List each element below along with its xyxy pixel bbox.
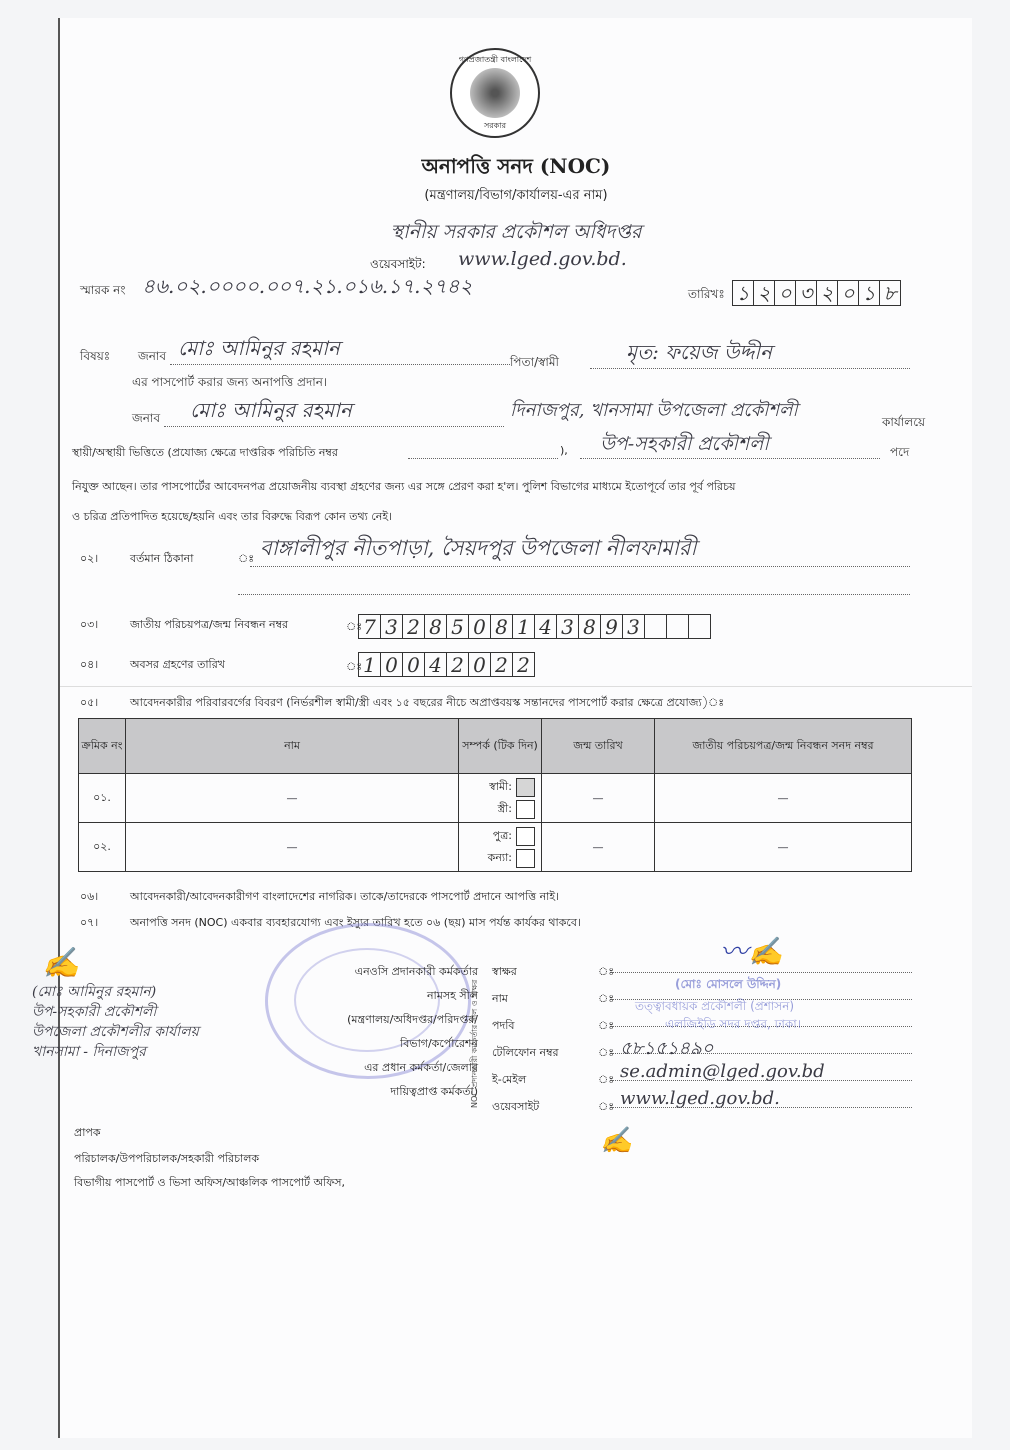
logo-bottom-text: সরকার <box>483 121 506 130</box>
relation-b-label: কন্যা: <box>487 851 512 864</box>
retire-digit: 0 <box>468 652 491 677</box>
relation-b-label: স্ত্রী: <box>497 802 512 815</box>
row-dob: — <box>542 823 655 872</box>
designation: উপ-সহকারী প্রকৌশলী <box>600 433 769 455</box>
retire-digit: 4 <box>424 652 447 677</box>
item-02-label: বর্তমান ঠিকানা <box>130 552 194 565</box>
row-dob: — <box>542 774 655 823</box>
body-name: মোঃ আমিনুর রহমান <box>190 398 352 422</box>
item-06-number: ০৬। <box>80 890 99 903</box>
document-title: অনাপত্তি সনদ (NOC) <box>421 154 611 178</box>
date-digit: ৩ <box>795 280 817 306</box>
nid-digit: 3 <box>622 614 645 639</box>
nid-digit: 5 <box>446 614 469 639</box>
vertical-caption: NOC প্রদানকারী কর্মকর্তার সীল ও স্বাক্ষর <box>470 979 479 1108</box>
applicant-note-line: উপ-সহকারী প্রকৌশলী <box>32 1004 157 1020</box>
applicant-signature-icon: ✍ <box>42 946 80 981</box>
item-04-label: অবসর গ্রহণের তারিখ <box>130 658 225 671</box>
logo-top-text: গণপ্রজাতন্ত্রী বাংলাদেশ <box>458 55 532 64</box>
nid-boxes <box>358 614 710 639</box>
initial-signature-icon: ✍ <box>600 1126 633 1156</box>
recipient-line2: বিভাগীয় পাসপোর্ট ও ভিসা অফিস/আঞ্চলিক পাসপোর্ট অফিস, <box>74 1176 345 1189</box>
item-05-number: ০৫। <box>80 696 99 709</box>
row-relation <box>459 774 542 823</box>
recipient-title: প্রাপক <box>74 1126 101 1139</box>
retirement-date-boxes <box>358 652 534 677</box>
relation-checkbox[interactable] <box>516 778 535 797</box>
address-line-1 <box>250 566 910 567</box>
relation-checkbox[interactable] <box>516 827 535 846</box>
nid-digit <box>666 614 689 639</box>
date-boxes <box>732 280 900 306</box>
relation-checkbox[interactable] <box>516 800 535 819</box>
officer-office: এলজিইডি সদর দপ্তর, ঢাকা। <box>665 1017 802 1031</box>
date-digit: ২ <box>816 280 838 306</box>
nid-digit: 3 <box>556 614 579 639</box>
family-table <box>78 718 912 872</box>
officer-phone: ৫৮১৫১৪৯০ <box>620 1038 714 1059</box>
col-name: নাম <box>126 719 459 774</box>
subject-janab: জনাব <box>138 349 167 363</box>
body-janab: জনাব <box>132 411 161 425</box>
signatory-desc-line: এনওসি প্রদানকারী কর্মকর্তার <box>354 965 478 978</box>
nid-digit: 8 <box>424 614 447 639</box>
officer-signature-icon: 〰✍ <box>720 935 783 968</box>
applicant-note-line: খানসামা - দিনাজপুর <box>32 1044 146 1060</box>
logo-emblem-icon <box>470 68 520 118</box>
officer-email: se.admin@lged.gov.bd <box>620 1061 825 1082</box>
item-03-number: ০৩। <box>80 618 99 631</box>
field-label-email: ই-মেইল <box>492 1073 527 1086</box>
date-digit: ১ <box>732 280 754 306</box>
nid-digit: 2 <box>402 614 425 639</box>
retire-digit: 0 <box>402 652 425 677</box>
date-label: তারিখঃ <box>688 287 725 301</box>
nid-digit: 8 <box>490 614 513 639</box>
col-nid: জাতীয় পরিচয়পত্র/জন্ম নিবন্ধন সনদ নম্বর <box>655 719 912 774</box>
row-nid: — <box>655 823 912 872</box>
signatory-desc-line: এর প্রধান কর্মকর্তা/জেলার <box>364 1061 478 1074</box>
date-digit: ৮ <box>879 280 901 306</box>
website-label: ওয়েবসাইট: <box>370 257 426 271</box>
item-02-number: ০২। <box>80 552 99 565</box>
field-label-website: ওয়েবসাইট <box>492 1100 540 1113</box>
body-line2-prefix: স্থায়ী/অস্থায়ী ভিত্তিতে (প্রযোজ্য ক্ষেত্রে দাপ্তরিক পরিচিতি নম্বর <box>72 446 338 459</box>
designation-line <box>580 458 880 459</box>
col-relation: সম্পর্ক (টিক দিন) <box>459 719 542 774</box>
table-row <box>79 774 912 823</box>
retire-digit: 2 <box>446 652 469 677</box>
office-name: স্থানীয় সরকার প্রকৌশল অধিদপ্তর <box>390 221 642 243</box>
recipient-line1: পরিচালক/উপপরিচালক/সহকারী পরিচালক <box>74 1152 260 1165</box>
signatory-desc-line: দায়িত্বপ্রাপ্ত কর্মকর্তা) <box>390 1085 478 1098</box>
father-label: পিতা/স্বামী <box>510 355 559 369</box>
fold-line <box>60 686 972 687</box>
address-line-2 <box>238 594 910 595</box>
subject-name: মোঃ আমিনুর রহমান <box>178 336 340 360</box>
nid-digit: 4 <box>534 614 557 639</box>
signatory-field-labels <box>492 958 559 1120</box>
officer-name: (মোঃ মোসলে উদ্দিন) <box>675 977 782 991</box>
item-03-label: জাতীয় পরিচয়পত্র/জন্ম নিবন্ধন নম্বর <box>130 618 289 631</box>
col-serial: ক্রমিক নং <box>79 719 126 774</box>
present-address: বাঙ্গালীপুর নীতপাড়া, সৈয়দপুর উপজেলা নীলফামারী <box>260 536 697 560</box>
date-digit: ০ <box>774 280 796 306</box>
nid-digit: 9 <box>600 614 623 639</box>
body-office-suffix: কার্যালয়ে <box>882 415 926 429</box>
nid-digit: 3 <box>380 614 403 639</box>
memo-number: ৪৬.০২.০০০০.০০৭.২১.০১৬.১৭.২৭৪২ <box>142 274 473 298</box>
signatory-description <box>308 960 478 1104</box>
relation-checkbox[interactable] <box>516 849 535 868</box>
row-serial: ০১. <box>79 774 126 823</box>
item-05-label: আবেদনকারীর পরিবারবর্গের বিবরণ (নির্ভরশীল স্বামী/স্ত্রী এবং ১৫ বছরের নীচে অপ্রাপ্তবয়স্ক সন্তানদের পাসপোর্ট করার ক্ষেত্রে প্রযোজ্য)ঃ <box>130 696 725 709</box>
website-value: www.lged.gov.bd. <box>458 248 627 270</box>
item-07-label: অনাপত্তি সনদ (NOC) একবার ব্যবহারযোগ্য এবং ইস্যুর তারিখ হতে ০৬ (ছয়) মাস পর্যন্ত কার্যকর থাকবে। <box>130 916 581 929</box>
relation-a-label: স্বামী: <box>489 780 512 793</box>
row-name: — <box>126 823 459 872</box>
nid-digit: 7 <box>358 614 381 639</box>
signatory-desc-line: বিভাগ/কর্পোরেশন <box>400 1037 478 1050</box>
body-office: দিনাজপুর, খানসামা উপজেলা প্রকৌশলী <box>510 400 798 421</box>
row-name: — <box>126 774 459 823</box>
father-value: মৃত: ফয়েজ উদ্দীন <box>626 340 772 364</box>
nid-digit <box>688 614 711 639</box>
nid-digit <box>644 614 667 639</box>
date-digit: ১ <box>858 280 880 306</box>
item-04-number: ০৪। <box>80 658 99 671</box>
nid-digit: 8 <box>578 614 601 639</box>
signatory-colons: ঃ ঃ ঃ ঃ ঃ ঃ <box>598 965 615 1113</box>
date-digit: ২ <box>753 280 775 306</box>
applicant-note <box>32 982 199 1062</box>
body-line2-suffix: পদে <box>890 445 910 459</box>
subject-label: বিষয়ঃ <box>80 349 111 363</box>
body-line2-dots <box>408 458 558 459</box>
item-06-label: আবেদনকারী/আবেদনকারীগণ বাংলাদেশের নাগরিক। তাকে/তাদেরকে পাসপোর্ট প্রদানে আপত্তি নাই। <box>130 890 560 903</box>
noc-document: গণপ্রজাতন্ত্রী বাংলাদেশ সরকার অনাপত্তি সনদ (NOC) (মন্ত্রণালয়/বিভাগ/কার্যালয়-এর নাম) স্থানীয় সরকার প্রকৌশল অধিদপ্তর ওয়েবসাইট: www.lged.gov.bd. স্মারক নং ৪৬.০২.০০০০.০০৭.২১.০১৬.১৭.২৭৪২ তারিখঃ ১ ২ ০ ৩ ২ ০ ১ ৮ বিষয়ঃ জনাব মোঃ আমিনুর রহমান পিতা/স্বামী মৃত: ফয়েজ উদ্দীন এর পাসপোর্ট করার জন্য অনাপত্তি প্রদান। জনাব মোঃ আমিনুর রহমান দিনাজপুর, খানসামা উপজেলা প্রকৌশলী কার্যালয়ে স্থায়ী/অস্থায়ী ভিত্তিতে (প্রযোজ্য ক্ষেত্রে দাপ্তরিক পরিচিতি নম্বর ), উপ-সহকারী প্রকৌশলী পদে নিযুক্ত আছেন। তার পাসপোর্টের আবেদনপত্র প্রয়োজনীয় ব্যবস্থা গ্রহণের জন্য এর সঙ্গে প্রেরণ করা হ'ল। পুলিশ বিভাগের মাধ্যমে ইতোপূর্বে তার পূর্ব পরিচয় ও চরিত্র প্রতিপাদিত হয়েছে/হয়নি এবং তার বিরুদ্ধে বিরূপ কোন তথ্য নেই। ০২। বর্তমান ঠিকানা ঃ বাঙ্গালীপুর নীতপাড়া, সৈয়দপুর উপজেলা নীলফামারী ০৩। জাতীয় পরিচয়পত্র/জন্ম নিবন্ধন নম্বর ঃ 7 3 2 8 5 0 8 1 4 3 8 9 3 ০৪। অবসর গ্রহণের তারিখ ঃ 1 0 0 4 2 0 2 2 ০৫। আবেদনকারীর পরিবারবর্গের বিবরণ (নির্ভরশীল স্বামী/স্ত্রী এবং ১৫ বছরের নীচে অপ্রাপ্তবয়স্ক সন্তানদের পাসপোর্ট করার ক্ষেত্রে প্রযোজ্য)ঃ ক্রমিক নং নাম সম্পর্ক (টিক দিন) জন্ম তারিখ জাতীয় পরিচয়পত্র/জন্ম নিবন্ধন সনদ নম্বর ০১. — স্বামী: স্ত্রী: — — ০২. — পুত্র: কন্যা: — — ০৬। আবেদনকারী/আবেদনকারীগণ বাংলাদেশের নাগরিক। তাকে/তাদেরকে পাসপোর্ট প্রদানে আপত্তি নাই। ০৭। অনাপত্তি সনদ (NOC) একবার ব্যবহারযোগ্য এবং ইস্যুর তারিখ হতে ০৬ (ছয়) মাস পর্যন্ত কার্যকর থাকবে। ✍ (মোঃ আমিনুর রহমান) উপ-সহকারী প্রকৌশলী উপজেলা প্রকৌশলীর কার্যালয় খানসামা - দিনাজপুর এনওসি প্রদানকারী কর্মকর্তার নামসহ সীল (মন্ত্রণালয়/অধিদপ্তর/পরিদপ্তর/ বিভাগ/কর্পোরেশন এর প্রধান কর্মকর্তা/জেলার দায়িত্বপ্রাপ্ত কর্মকর্তা) NOC প্রদানকারী কর্মকর্তার সীল ও স্বাক্ষর স্বাক্ষর নাম পদবি টেলিফোন নম্বর ই-মেইল ওয়েবসাইট ঃ ঃ ঃ ঃ ঃ ঃ 〰✍ (মোঃ মোসলে উদ্দিন) তত্ত্বাবধায়ক প্রকৌশলী (প্রশাসন) এলজিইডি সদর দপ্তর, ঢাকা। ৫৮১৫১৪৯০ se.admin@lged.gov.bd www.lged.gov.bd. প্রাপক পরিচালক/উপপরিচালক/সহকারী পরিচালক বিভাগীয় পাসপোর্ট ও ভিসা অফিস/আঞ্চলিক পাসপোর্ট অফিস, ✍ <box>58 18 972 1438</box>
field-label-name: নাম <box>492 992 508 1005</box>
field-label-signature: স্বাক্ষর <box>492 965 517 978</box>
field-label-phone: টেলিফোন নম্বর <box>492 1046 559 1059</box>
nid-digit: 1 <box>512 614 535 639</box>
applicant-note-line: (মোঃ আমিনুর রহমান) <box>32 984 157 1000</box>
applicant-note-line: উপজেলা প্রকৌশলীর কার্যালয় <box>32 1024 199 1040</box>
retire-digit: 0 <box>380 652 403 677</box>
document-subtitle: (মন্ত্রণালয়/বিভাগ/কার্যালয়-এর নাম) <box>424 188 608 203</box>
retire-digit: 2 <box>512 652 535 677</box>
row-serial: ০২. <box>79 823 126 872</box>
nid-digit: 0 <box>468 614 491 639</box>
row-nid: — <box>655 774 912 823</box>
body-line3: নিযুক্ত আছেন। তার পাসপোর্টের আবেদনপত্র প্রয়োজনীয় ব্যবস্থা গ্রহণের জন্য এর সঙ্গে প্রেরণ করা হ'ল। পুলিশ বিভাগের মাধ্যমে ইতোপূর্বে তার পূর্ব পরিচয় <box>72 480 736 493</box>
officer-website: www.lged.gov.bd. <box>620 1088 780 1109</box>
signatory-desc-line: নামসহ সীল <box>426 989 478 1002</box>
retire-digit: 2 <box>490 652 513 677</box>
memo-label: স্মারক নং <box>80 283 126 297</box>
table-row <box>79 823 912 872</box>
officer-designation: তত্ত্বাবধায়ক প্রকৌশলী (প্রশাসন) <box>635 999 795 1013</box>
row-relation <box>459 823 542 872</box>
date-digit: ০ <box>837 280 859 306</box>
item-07-number: ০৭। <box>80 916 99 929</box>
body-line2-mid: ), <box>560 444 568 457</box>
field-label-designation: পদবি <box>492 1019 515 1032</box>
retire-digit: 1 <box>358 652 381 677</box>
col-dob: জন্ম তারিখ <box>542 719 655 774</box>
family-table-header <box>79 719 912 774</box>
relation-a-label: পুত্র: <box>492 829 512 842</box>
signatory-desc-line: (মন্ত্রণালয়/অধিদপ্তর/পরিদপ্তর/ <box>347 1013 478 1026</box>
government-seal-logo <box>450 48 540 138</box>
body-line4: ও চরিত্র প্রতিপাদিত হয়েছে/হয়নি এবং তার বিরুদ্ধে বিরূপ কোন তথ্য নেই। <box>72 510 392 523</box>
subject-line2: এর পাসপোর্ট করার জন্য অনাপত্তি প্রদান। <box>132 375 328 389</box>
